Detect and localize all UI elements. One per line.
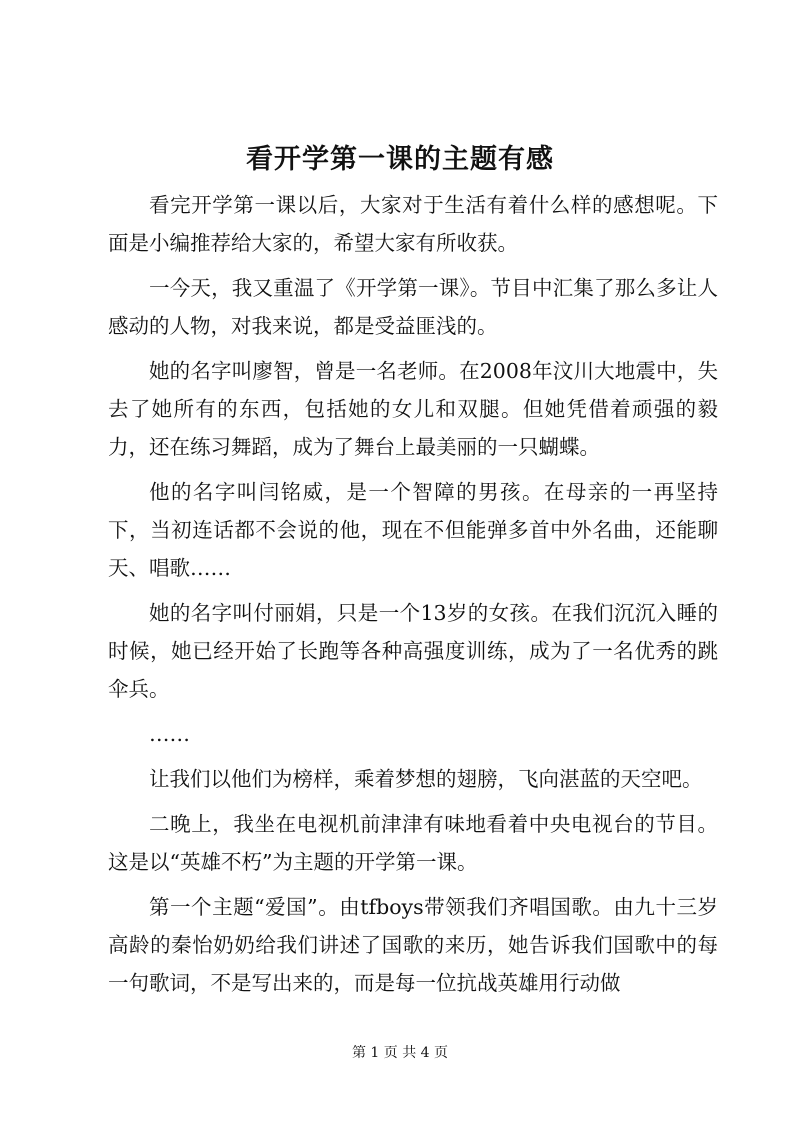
paragraph: 第一个主题“爱国”。由tfboys带领我们齐唱国歌。由九十三岁高龄的秦怡奶奶给我们讲述了国歌的来历，她告诉我们国歌中的每一句歌词，不是写出来的，而是每一位抗战英雄用行动做 (108, 895, 718, 995)
paragraph: 看完开学第一课以后，大家对于生活有着什么样的感想呢。下面是小编推荐给大家的，希望大家有所收获。 (108, 193, 718, 255)
paragraph: 他的名字叫闫铭威，是一个智障的男孩。在母亲的一再坚持下，当初连话都不会说的他，现在不但能弹多首中外名曲，还能聊天、唱歌…… (108, 480, 718, 580)
paragraph: 二晚上，我坐在电视机前津津有味地看着中央电视台的节目。这是以“英雄不朽”为主题的开学第一课。 (108, 812, 718, 874)
page-footer: 第 1 页 共 4 页 (351, 1045, 449, 1061)
paragraph: 她的名字叫廖智，曾是一名老师。在2008年汶川大地震中，失去了她所有的东西，包括她的女儿和双腿。但她凭借着顽强的毅力，还在练习舞蹈，成为了舞台上最美丽的一只蝴蝶。 (108, 359, 718, 459)
paragraph: 让我们以他们为榜样，乘着梦想的翅膀，飞向湛蓝的天空吧。 (149, 767, 703, 791)
document-body (108, 186, 718, 1009)
paragraph: 她的名字叫付丽娟，只是一个13岁的女孩。在我们沉沉入睡的时候，她已经开始了长跑等各种高强度训练，成为了一名优秀的跳伞兵。 (108, 601, 718, 701)
document-title: 看开学第一课的主题有感 (246, 144, 554, 175)
ellipsis-paragraph: …… (149, 722, 190, 746)
paragraph: 一今天，我又重温了《开学第一课》。节目中汇集了那么多让人感动的人物，对我来说，都是受益匪浅的。 (108, 276, 718, 338)
